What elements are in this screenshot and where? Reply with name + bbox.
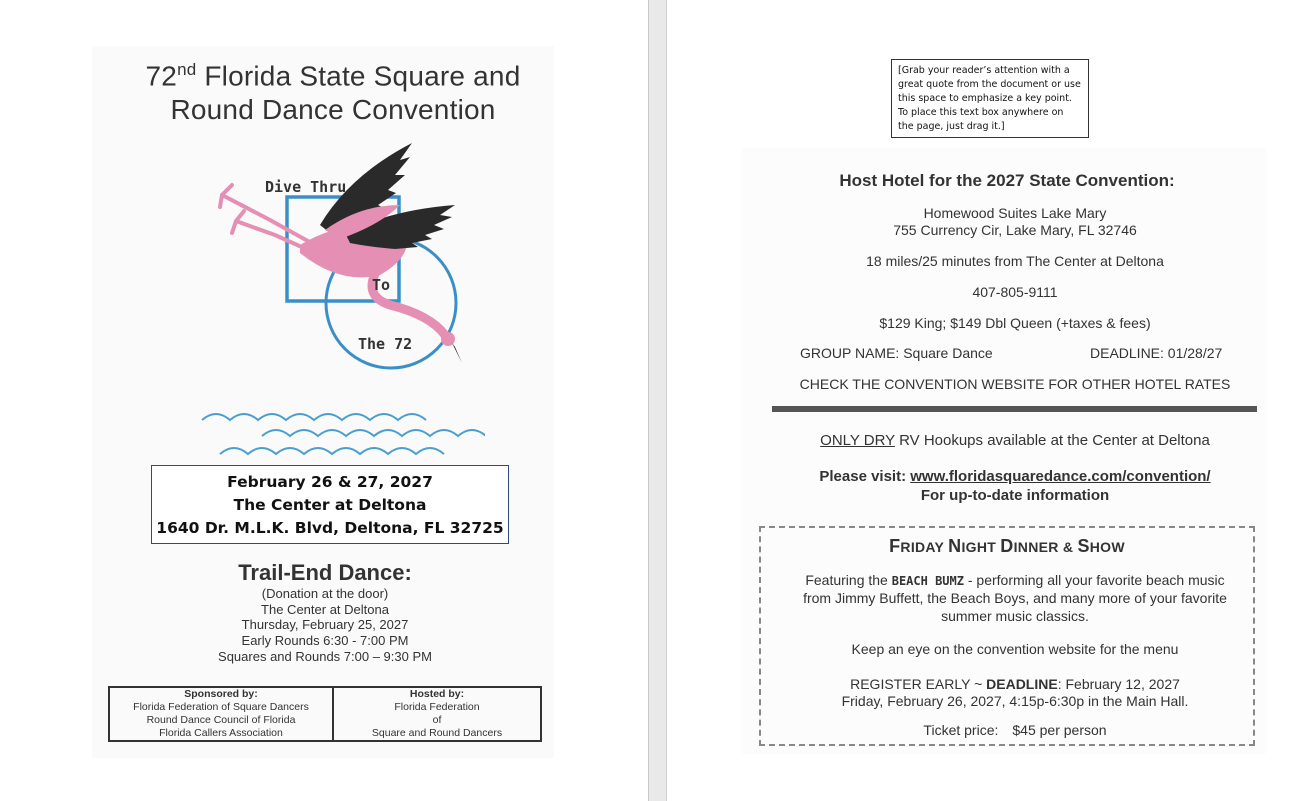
dinner-register: REGISTER EARLY ~ DEADLINE: February 12, 2027 <box>850 676 1180 692</box>
hotel-distance: 18 miles/25 minutes from The Center at Deltona <box>866 253 1164 269</box>
host-hotel-title: Host Hotel for the 2027 State Convention: <box>839 171 1175 190</box>
hotel-other-rates: CHECK THE CONVENTION WEBSITE FOR OTHER HOTEL RATES <box>799 376 1231 392</box>
trail-end-heading: Trail-End Dance: <box>238 560 412 585</box>
rv-hookups: ONLY DRY RV Hookups available at the Center at Deltona <box>820 432 1210 449</box>
dinner-line-3: summer music classics. <box>941 608 1089 624</box>
dinner-featuring: Featuring the BEACH BUMZ - performing all your favorite beach music <box>805 572 1225 588</box>
flamingo-beak-icon <box>452 343 462 363</box>
hotel-name: Homewood Suites Lake Mary <box>923 205 1107 221</box>
event-dates: February 26 & 27, 2027 <box>227 473 433 491</box>
trail-end-venue: The Center at Deltona <box>261 602 389 617</box>
visit-line: Please visit: www.floridasquaredance.com/convention/ <box>819 468 1211 485</box>
logo-text-the-72: The 72 <box>358 335 413 353</box>
dinner-menu-note: Keep an eye on the convention website for the menu <box>851 641 1179 657</box>
hotel-deadline: DEADLINE: 01/28/27 <box>1090 345 1223 361</box>
sponsored-by-column: Sponsored by: Florida Federation of Square Dancers Round Dance Council of Florida Florida Callers Association <box>133 688 309 739</box>
dinner-show-box <box>759 526 1255 746</box>
trail-end-early-rounds: Early Rounds 6:30 - 7:00 PM <box>241 633 409 648</box>
visit-tail: For up-to-date information <box>920 487 1110 504</box>
flamingo-logo <box>200 135 500 375</box>
trail-end-date: Thursday, February 25, 2027 <box>241 617 409 632</box>
band-name: BEACH BUMZ <box>891 574 964 588</box>
logo-text-dive-thru: Dive Thru <box>265 178 347 196</box>
logo-text-to: To <box>372 276 391 294</box>
water-waves-icon <box>200 402 485 462</box>
trail-end-squares-rounds: Squares and Rounds 7:00 – 9:30 PM <box>218 649 432 664</box>
dinner-ticket: Ticket price: $45 per person <box>923 722 1107 738</box>
hotel-address: 755 Currency Cir, Lake Mary, FL 32746 <box>893 222 1137 238</box>
page-gap <box>648 0 667 801</box>
event-address: 1640 Dr. M.L.K. Blvd, Deltona, FL 32725 <box>156 519 504 537</box>
dinner-show-title: FRIDAY NIGHT DINNER & SHOW <box>889 536 1125 556</box>
section-rule <box>772 406 1257 412</box>
dinner-when: Friday, February 26, 2027, 4:15p-6:30p in the Main Hall. <box>841 693 1189 709</box>
sponsor-table <box>108 686 542 742</box>
hotel-group-name: GROUP NAME: Square Dance <box>800 345 993 361</box>
event-venue: The Center at Deltona <box>233 496 427 514</box>
flamingo-head-icon <box>441 332 455 346</box>
convention-title: 72nd Florida State Square and Round Dance Convention <box>145 60 521 126</box>
hotel-rates: $129 King; $149 Dbl Queen (+taxes & fees) <box>879 315 1151 331</box>
convention-website-link[interactable]: www.floridasquaredance.com/convention/ <box>910 468 1211 485</box>
hotel-phone: 407-805-9111 <box>972 284 1058 300</box>
hosted-by-column: Hosted by: Florida Federation of Square and Round Dancers <box>371 688 503 739</box>
trail-end-donation: (Donation at the door) <box>261 586 389 601</box>
quote-text-box[interactable]: [Grab your reader’s attention with a great quote from the document or use this space to emphasize a key point. To place this text box anywhere on the page, just drag it.] <box>891 59 1089 138</box>
dinner-line-2: from Jimmy Buffett, the Beach Boys, and many more of your favorite <box>803 590 1227 606</box>
event-info-box[interactable] <box>151 465 509 544</box>
